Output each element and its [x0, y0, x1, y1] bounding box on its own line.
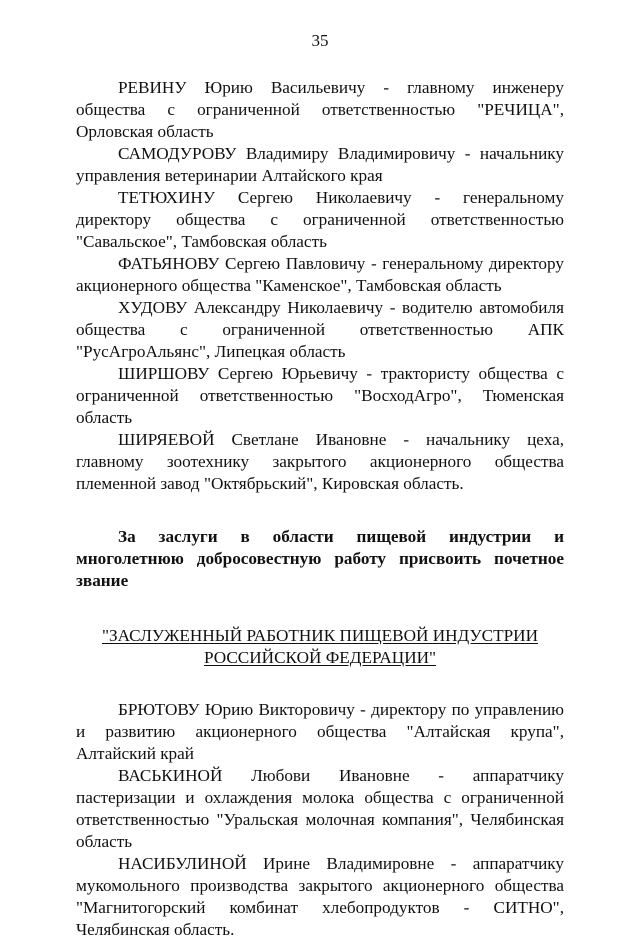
awardee-list-agriculture	[76, 77, 564, 495]
awardee-entry: ХУДОВУ Александру Николаевичу - водителю автомобиля общества с ограниченной ответственностью АПК "РусАгроАльянс", Липецкая область	[76, 298, 564, 361]
awardee-entry: ШИРШОВУ Сергею Юрьевичу - трактористу общества с ограниченной ответственностью "ВосходАгро", Тюменская область	[76, 364, 564, 427]
awardee-entry: САМОДУРОВУ Владимиру Владимировичу - начальнику управления ветеринарии Алтайского края	[76, 144, 564, 185]
honorary-title-line-1: "ЗАСЛУЖЕННЫЙ РАБОТНИК ПИЩЕВОЙ ИНДУСТРИИ	[101, 626, 538, 645]
awardee-entry: ВАСЬКИНОЙ Любови Ивановне - аппаратчику пастеризации и охлаждения молока общества с ограниченной ответственностью "Уральская молочная компания", Челябинская область	[76, 766, 564, 851]
document-body	[76, 77, 564, 941]
honorary-title-line-2: РОССИЙСКОЙ ФЕДЕРАЦИИ"	[203, 648, 437, 667]
awardee-entry: РЕВИНУ Юрию Васильевичу - главному инженеру общества с ограниченной ответственностью "РЕЧИЦА", Орловская область	[76, 78, 564, 141]
awardee-entry: ШИРЯЕВОЙ Светлане Ивановне - начальнику цеха, главному зоотехнику закрытого акционерного общества племенной завод "Октябрьский", Кировская область.	[76, 430, 564, 493]
awardee-entry: ТЕТЮХИНУ Сергею Николаевичу - генеральному директору общества с ограниченной ответственностью "Савальское", Тамбовская область	[76, 188, 564, 251]
awardee-entry: БРЮТОВУ Юрию Викторовичу - директору по управлению и развитию акционерного общества "Алтайская крупа", Алтайский край	[76, 700, 564, 763]
honorary-title	[76, 625, 564, 669]
decree-statement: За заслуги в области пищевой индустрии и многолетнюю добросовестную работу присвоить почетное звание	[76, 527, 564, 590]
awardee-entry: ФАТЬЯНОВУ Сергею Павловичу - генеральному директору акционерного общества "Каменское", Тамбовская область	[76, 254, 564, 295]
page-number: 35	[311, 31, 329, 50]
awardee-entry: НАСИБУЛИНОЙ Ирине Владимировне - аппаратчику мукомольного производства закрытого акционерного общества "Магнитогорский комбинат хлебопродуктов - СИТНО", Челябинская область.	[76, 854, 564, 939]
